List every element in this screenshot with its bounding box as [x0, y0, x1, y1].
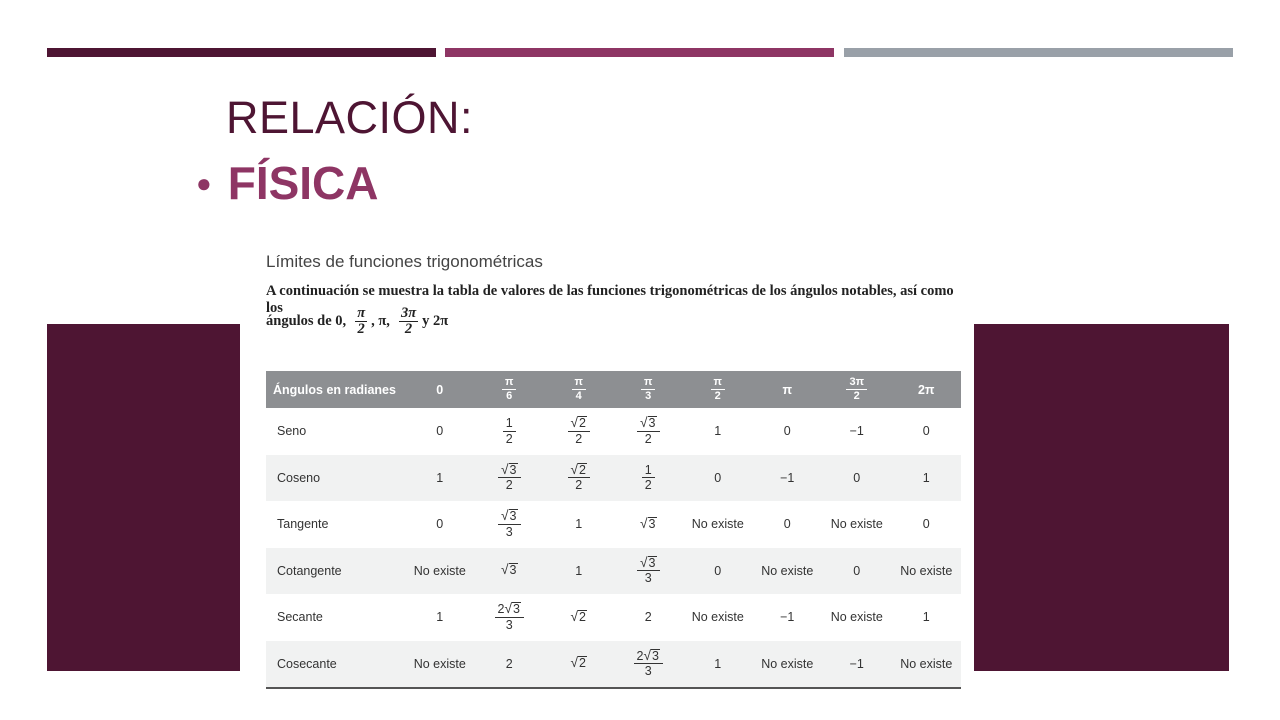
sqrt-icon: √	[570, 415, 579, 431]
header-pi-2	[683, 371, 753, 408]
cell-value: 1	[575, 517, 583, 532]
cell-value: 1	[892, 455, 962, 502]
sqrt-icon: √	[570, 655, 579, 671]
radicand: 2	[579, 609, 586, 624]
frac-den: 2	[575, 431, 583, 446]
cell-value: 1	[544, 548, 614, 595]
cell-value	[475, 594, 545, 641]
cell-value	[544, 408, 614, 455]
doc-paragraph-start: ángulos de 0,	[266, 313, 347, 330]
radicand: 3	[509, 563, 517, 578]
slide-title: RELACIÓN:	[226, 92, 474, 143]
accent-bar-gray	[844, 48, 1233, 57]
cell-value	[614, 501, 684, 548]
radicand: 3	[509, 462, 517, 477]
document-image	[240, 238, 974, 698]
cell-value	[475, 455, 545, 502]
cell-value: 1	[714, 424, 722, 439]
frac-den: 3	[645, 390, 652, 402]
sqrt-icon: √	[570, 608, 579, 624]
frac-num: π	[711, 376, 725, 390]
sqrt-icon: √	[570, 461, 579, 477]
cell-value: 0	[783, 424, 791, 439]
cell-value	[475, 408, 545, 455]
header-pi-3	[614, 371, 684, 408]
row-label: Coseno	[266, 455, 405, 502]
header-pi-6	[475, 371, 545, 408]
cell-value: 0	[822, 455, 892, 502]
row-label: Seno	[277, 424, 307, 439]
cell-value: 0	[783, 517, 791, 532]
doc-paragraph-line1: A continuación se muestra la tabla de valores de las funciones trigonométricas de los ángulos notables, así como los	[266, 283, 954, 316]
doc-paragraph-line2	[266, 306, 453, 337]
cell-value: 1	[922, 610, 930, 625]
cell-value	[614, 408, 684, 455]
cell-value: 0	[922, 517, 930, 532]
header-pi-4	[544, 371, 614, 408]
frac-den: 2	[714, 390, 721, 402]
radicand: 2	[579, 416, 586, 431]
sqrt-icon: √	[640, 515, 648, 531]
sqrt-icon: √	[640, 415, 648, 431]
table-header-row	[266, 371, 961, 408]
frac-pi-over-2	[355, 306, 367, 337]
table-row-secante	[266, 594, 961, 641]
cell-value: 1	[683, 641, 753, 689]
header-angles: Ángulos en radianes	[266, 371, 405, 408]
table-row-cosecante	[266, 641, 961, 689]
cell-value: −1	[849, 424, 864, 439]
sqrt-icon: √	[501, 461, 509, 477]
frac-den: 2	[357, 321, 365, 338]
radicand: 3	[648, 416, 656, 431]
frac-den: 3	[505, 617, 513, 632]
frac-den: 6	[506, 390, 513, 402]
table-row-tangente	[266, 501, 961, 548]
table-row-coseno	[266, 455, 961, 502]
cell-value	[544, 641, 614, 689]
frac-den: 2	[644, 431, 652, 446]
cell-value: 0	[683, 455, 753, 502]
frac-den: 2	[404, 321, 413, 338]
frac-den: 3	[505, 524, 513, 539]
frac-num: 1	[503, 416, 516, 431]
coefficient: 2	[497, 602, 505, 617]
sqrt-icon: √	[504, 601, 513, 617]
cell-value: No existe	[753, 548, 823, 595]
cell-value: 0	[683, 548, 753, 595]
frac-den: 3	[644, 571, 652, 586]
header-3pi-2	[822, 371, 892, 408]
header-pi: π	[753, 371, 823, 408]
bullet-dot-icon: ●	[196, 167, 212, 198]
radicand: 3	[513, 602, 520, 617]
radicand: 3	[509, 509, 517, 524]
header-2pi: 2π	[892, 371, 962, 408]
frac-3pi-over-2	[399, 306, 418, 337]
radicand: 2	[579, 656, 586, 671]
doc-sep-pi: , π,	[371, 313, 390, 330]
cell-value: −1	[780, 610, 795, 625]
doc-heading: Límites de funciones trigonométricas	[266, 252, 543, 271]
cell-value: No existe	[691, 610, 744, 625]
cell-value: No existe	[892, 548, 962, 595]
frac-num: 1	[642, 463, 655, 478]
frac-num: 3π	[400, 305, 417, 321]
cell-value: 0	[436, 424, 444, 439]
cell-value: −1	[822, 641, 892, 689]
cell-value	[544, 594, 614, 641]
frac-num: π	[572, 376, 586, 390]
row-label: Secante	[277, 610, 323, 625]
sqrt-icon: √	[640, 554, 648, 570]
frac-den: 2	[575, 478, 583, 493]
radicand: 3	[652, 648, 659, 663]
table-row-seno	[266, 408, 961, 455]
cell-value: 2	[644, 610, 652, 625]
table-row-cotangente	[266, 548, 961, 595]
frac-den: 3	[644, 664, 652, 679]
cell-value: No existe	[753, 641, 823, 689]
frac-den: 2	[505, 478, 513, 493]
cell-value: 1	[436, 610, 444, 625]
cell-value: 0	[822, 548, 892, 595]
cell-value	[475, 548, 545, 595]
cell-value: No existe	[405, 641, 475, 689]
decor-block-right	[974, 324, 1229, 671]
cell-value: No existe	[830, 610, 883, 625]
cell-value	[614, 455, 684, 502]
cell-value	[475, 501, 545, 548]
cell-value: No existe	[892, 641, 962, 689]
cell-value: 0	[436, 517, 444, 532]
frac-den: 2	[853, 390, 860, 402]
frac-den: 2	[644, 478, 652, 493]
frac-num: π	[641, 376, 655, 390]
frac-den: 4	[575, 390, 582, 402]
cell-value	[614, 548, 684, 595]
frac-num: π	[502, 376, 516, 390]
radicand: 3	[648, 516, 656, 531]
sqrt-icon: √	[501, 508, 509, 524]
trig-values-table	[266, 371, 961, 689]
radicand: 2	[579, 462, 586, 477]
cell-value: −1	[753, 455, 823, 502]
doc-paragraph-end: y 2π	[422, 313, 449, 330]
frac-num: π	[357, 305, 366, 321]
header-0: 0	[405, 371, 475, 408]
sqrt-icon: √	[501, 562, 509, 578]
cell-value: 1	[405, 455, 475, 502]
cell-value	[544, 455, 614, 502]
bullet-item	[196, 156, 379, 210]
row-label: Cotangente	[266, 548, 405, 595]
accent-bar-dark	[47, 48, 436, 57]
row-label: Cosecante	[266, 641, 405, 689]
bullet-text: FÍSICA	[227, 157, 379, 209]
coefficient: 2	[636, 648, 644, 663]
frac-num: 3π	[846, 376, 867, 390]
cell-value: No existe	[830, 517, 883, 532]
cell-value: No existe	[405, 548, 475, 595]
frac-den: 2	[505, 431, 513, 446]
cell-value	[614, 641, 684, 689]
cell-value: No existe	[691, 517, 744, 532]
cell-value: 0	[922, 424, 930, 439]
decor-block-left	[47, 324, 240, 671]
radicand: 3	[648, 555, 656, 570]
accent-bar-magenta	[445, 48, 834, 57]
cell-value: 2	[475, 641, 545, 689]
row-label: Tangente	[277, 517, 329, 532]
sqrt-icon: √	[643, 647, 652, 663]
